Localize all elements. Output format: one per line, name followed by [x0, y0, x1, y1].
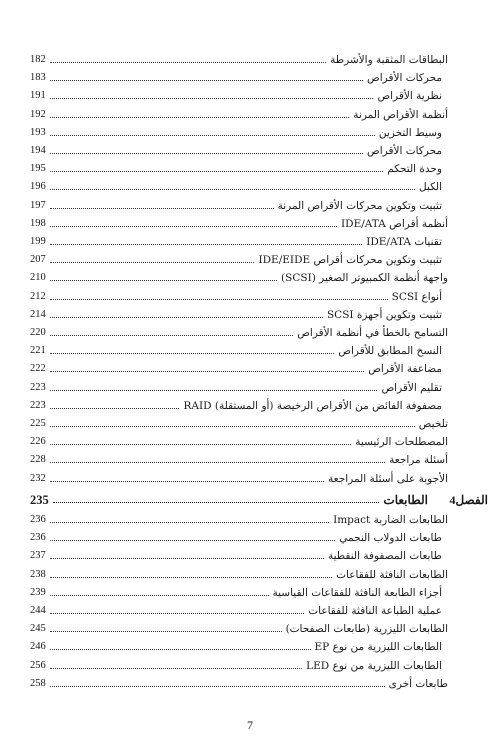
toc-entry-page: 199: [30, 236, 46, 247]
toc-entry: [30, 604, 448, 618]
toc-entry: [30, 217, 448, 231]
toc-entry-title: طابعات الدولاب النجمي: [339, 532, 442, 545]
leader-dots: [50, 226, 337, 227]
toc-entry-title: واجهة أنظمة الكمبيوتر الصغير (SCSI): [281, 272, 448, 285]
leader-dots: [50, 649, 311, 650]
toc-entry-title: الطابعات الليزرية (طابعات الصفحات): [285, 623, 448, 636]
toc-entry: [30, 659, 448, 673]
toc-entry-title: أنظمة أقراص IDE/ATA: [341, 217, 448, 230]
toc-entry: [30, 677, 448, 691]
toc-entry: [30, 71, 448, 85]
toc-entry-title: المصطلحات الرئيسية: [355, 436, 448, 449]
toc-entry: [30, 108, 448, 122]
toc-entry-title: أسئلة مراجعة: [389, 454, 448, 467]
leader-dots: [50, 540, 335, 541]
toc-entry-title: الأجوبة على أسئلة المراجعة: [328, 472, 448, 485]
leader-dots: [50, 577, 332, 578]
toc-entry-page: 222: [30, 363, 46, 375]
toc-entry-title: أجزاء الطابعة النافثة للفقاعات القياسية: [272, 586, 442, 599]
chapter-number: 4: [449, 492, 456, 507]
leader-dots: [50, 686, 385, 687]
toc-entry-page: 220: [30, 327, 46, 338]
toc-entry-page: 232: [30, 472, 46, 484]
leader-dots: [50, 668, 302, 669]
toc-entry-title: طابعات أخرى: [388, 677, 448, 690]
toc-entry-title: نظرية الأقراص: [377, 90, 442, 103]
toc-entry-title: تقنيات IDE/ATA: [366, 236, 442, 248]
toc-entry: [30, 144, 448, 158]
toc-entry: [30, 344, 448, 358]
leader-dots: [50, 98, 374, 99]
toc-entry-title: محركات الأقراص: [367, 72, 442, 85]
leader-dots: [50, 189, 415, 190]
chapter-heading: [30, 493, 428, 507]
toc-entry: [30, 180, 448, 194]
toc-entry-title: الطابعات النافثة للفقاعات: [336, 568, 448, 581]
toc-entry-page: 193: [30, 126, 46, 138]
toc-entry-page: 236: [30, 532, 46, 544]
toc-entry: [30, 199, 448, 213]
toc-entry: [30, 53, 448, 67]
toc-entry: [30, 362, 448, 376]
toc-entry-title: أنظمة الأقراص المرنة: [353, 108, 448, 121]
toc-entry-title: محركات الأقراص: [367, 145, 442, 157]
leader-dots: [50, 462, 385, 463]
toc-entry: [30, 453, 448, 467]
toc-entry-title: التسامح بالخطأ في أنظمة الأقراص: [297, 327, 448, 339]
toc-entry-title: الكبل: [418, 181, 442, 194]
toc-entry-title: تقليم الأقراص: [381, 381, 442, 394]
toc-entry-title: مضاعفة الأقراص: [368, 363, 442, 376]
toc-entry-page: 210: [30, 272, 46, 284]
toc-entry-page: 195: [30, 163, 46, 175]
toc-entry: [30, 472, 448, 486]
leader-dots: [50, 631, 282, 632]
leader-dots: [53, 502, 380, 503]
toc-entry-title: وسيط التخزين: [378, 126, 442, 139]
chapter-word: الفصل: [455, 492, 488, 507]
toc-entry: [30, 435, 448, 449]
toc-entry: [30, 126, 448, 140]
leader-dots: [50, 280, 277, 281]
toc-entry-title: تثبيت وتكوين محركات أقراص IDE/EIDE: [258, 254, 442, 267]
leader-dots: [50, 481, 324, 482]
toc-entry: [30, 399, 448, 413]
toc-entry-page: 228: [30, 454, 46, 466]
toc-entry-page: 214: [30, 308, 46, 320]
leader-dots: [50, 613, 304, 614]
toc-entry: [30, 89, 448, 103]
leader-dots: [50, 208, 274, 209]
leader-dots: [50, 353, 335, 354]
toc-entry-page: 191: [30, 90, 46, 102]
toc-entry-title: مصفوفة الفائض من الأقراص الرخيصة (أو المستقلة) RAID: [183, 399, 442, 412]
toc-entry-page: 256: [30, 659, 46, 671]
toc-entry-title: تثبيت وتكوين محركات الأقراص المرنة: [277, 199, 442, 212]
toc-entry-title: وحدة التحكم: [387, 163, 442, 176]
toc-entry: [30, 622, 448, 636]
leader-dots: [50, 299, 388, 300]
toc-entry-title: الطابعات الليزرية من نوع LED: [306, 659, 442, 672]
toc-entry-title: الطابعات الليزرية من نوع EP: [314, 641, 442, 654]
toc-entry: [30, 513, 448, 527]
toc-entry-title: الطابعات الضاربة Impact: [333, 514, 448, 526]
leader-dots: [50, 171, 383, 172]
toc-entry-page: 212: [30, 290, 46, 302]
toc-entry: [30, 640, 448, 654]
leader-dots: [50, 444, 352, 445]
chapter-title: الطابعات: [383, 492, 428, 507]
toc-entry-title: تلخيص: [418, 418, 448, 430]
toc-entry-page: 239: [30, 586, 46, 598]
leader-dots: [50, 80, 363, 81]
chapter-page: 235: [30, 492, 49, 507]
toc-entry: [30, 549, 448, 563]
leader-dots: [50, 371, 364, 372]
toc-entry-page: 236: [30, 514, 46, 525]
toc-entry-page: 196: [30, 181, 46, 193]
leader-dots: [50, 244, 362, 245]
leader-dots: [50, 522, 329, 523]
toc-entry: [30, 162, 448, 176]
leader-dots: [50, 426, 415, 427]
toc-entry: [30, 568, 448, 582]
toc-entry-page: 192: [30, 108, 46, 120]
toc-entry: [30, 381, 448, 395]
leader-dots: [50, 135, 375, 136]
toc-entry: [30, 308, 448, 322]
leader-dots: [50, 390, 378, 391]
toc-entry: [30, 235, 448, 249]
toc-entry-page: 245: [30, 623, 46, 635]
toc-entry: [30, 586, 448, 600]
toc-entry-page: 223: [30, 381, 46, 393]
toc-entry-title: عملية الطباعة النافثة للفقاعات: [308, 605, 442, 617]
toc-entry-page: 221: [30, 345, 46, 357]
toc-entry: [30, 326, 448, 340]
toc-entry-page: 226: [30, 436, 46, 448]
leader-dots: [50, 558, 324, 559]
leader-dots: [50, 117, 350, 118]
leader-dots: [50, 595, 269, 596]
toc-entry-title: أنواع SCSI: [391, 290, 442, 303]
toc-entry: [30, 271, 448, 285]
toc-entry-page: 182: [30, 54, 46, 65]
leader-dots: [50, 262, 255, 263]
toc-entry-title: البطاقات المثقبة والأشرطة: [330, 54, 448, 66]
toc-entry-page: 197: [30, 199, 46, 211]
toc-entry-page: 244: [30, 605, 46, 616]
toc-entry: [30, 531, 448, 545]
toc-entry-title: طابعات المصفوفة النقطية: [328, 550, 442, 563]
leader-dots: [50, 317, 323, 318]
toc-entry-title: تثبيت وتكوين أجهزة SCSI: [326, 308, 442, 321]
toc-entry: [30, 290, 448, 304]
leader-dots: [50, 62, 326, 63]
leader-dots: [50, 335, 293, 336]
toc-entry: [30, 253, 448, 267]
page-number: 7: [247, 718, 253, 732]
toc-entry-page: 238: [30, 568, 46, 580]
toc-entry-page: 183: [30, 72, 46, 84]
toc-entry-page: 225: [30, 418, 46, 429]
toc-entry-page: 237: [30, 550, 46, 562]
leader-dots: [50, 153, 363, 154]
leader-dots: [50, 408, 180, 409]
chapter-label: [433, 493, 488, 507]
toc-entry-page: 246: [30, 641, 46, 653]
toc-entry: [30, 417, 448, 431]
toc-entry-page: 223: [30, 399, 46, 411]
toc-entry-page: 194: [30, 145, 46, 156]
toc-entry-title: النسخ المطابق للأقراص: [338, 345, 442, 358]
toc-entry-page: 198: [30, 217, 46, 229]
toc-entry-page: 258: [30, 677, 46, 689]
toc-entry-page: 207: [30, 254, 46, 266]
